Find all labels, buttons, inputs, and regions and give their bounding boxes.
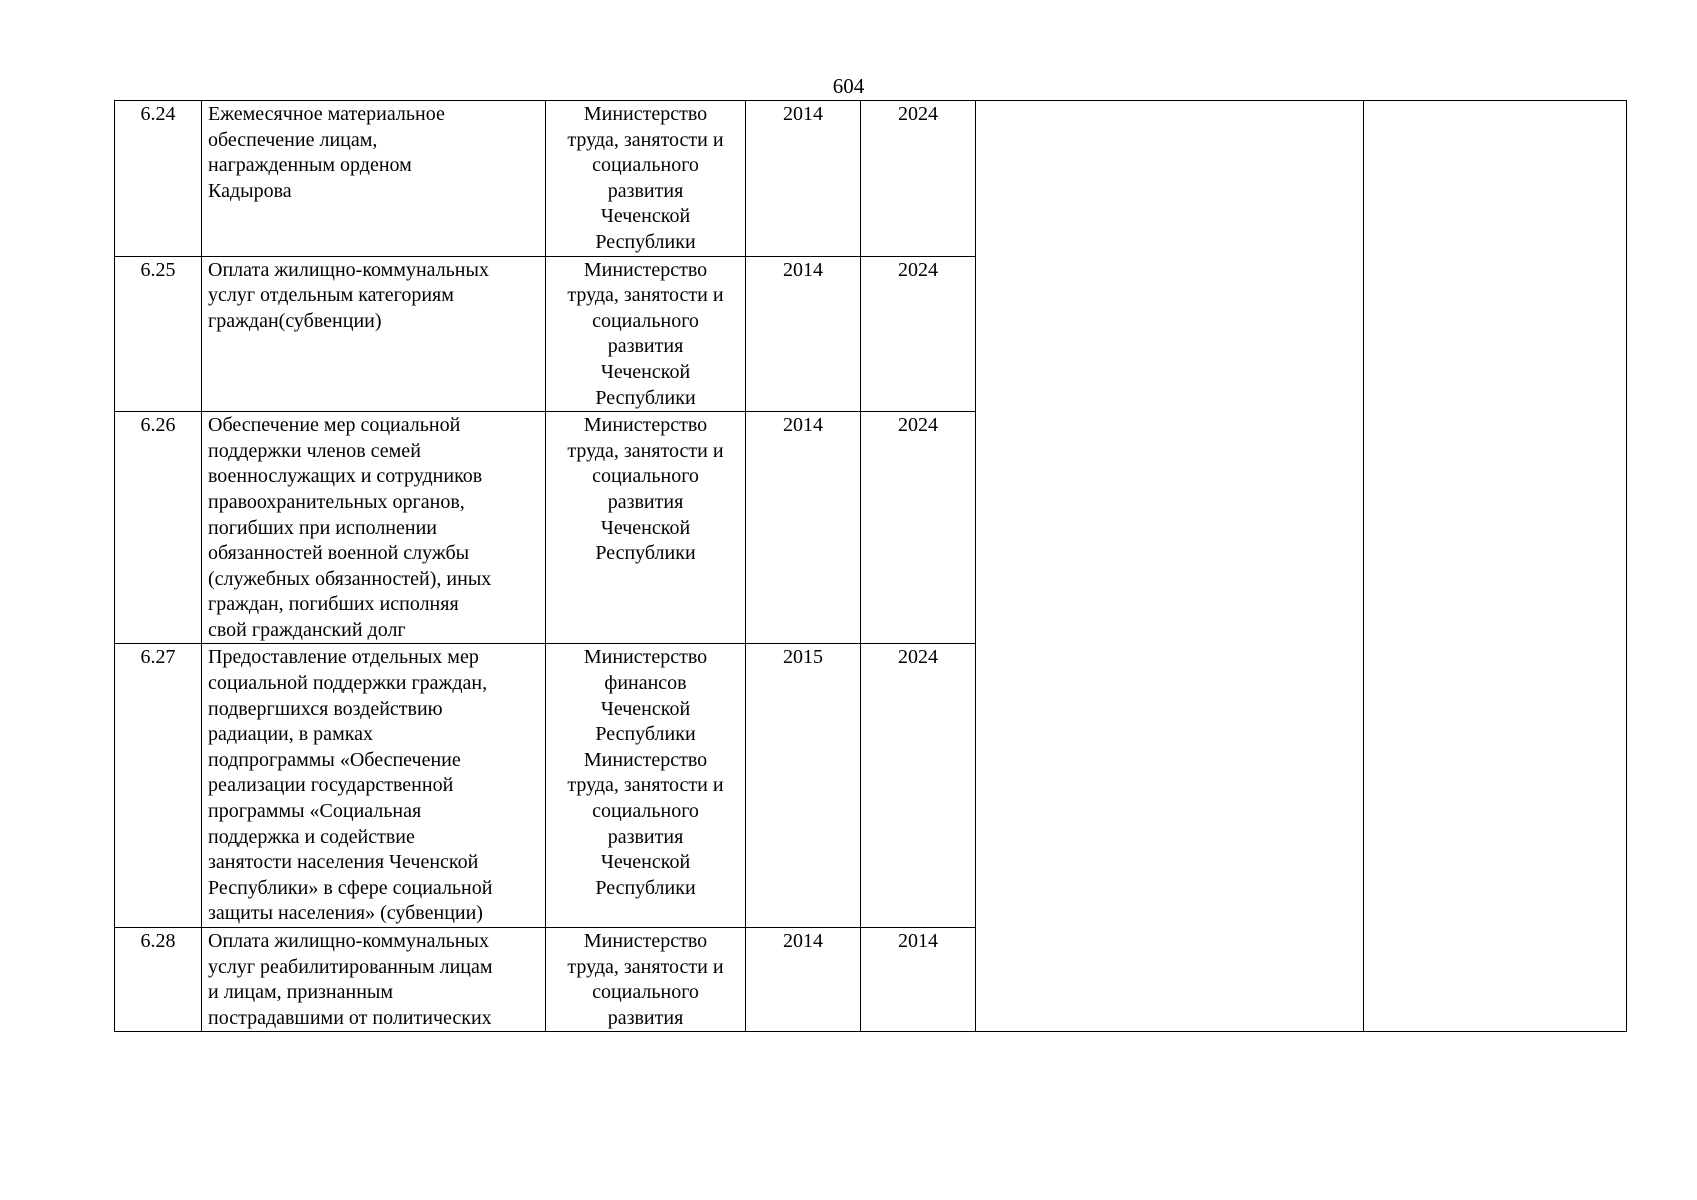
responsible-executor: Министерство труда, занятости и социального развития Чеченской Республики [546,101,746,257]
measure-name: Предоставление отдельных мер социальной поддержки граждан, подвергшихся воздействию радиации, в рамках подпрограммы «Обеспечение реализации государственной программы «Социальная поддержка и содействие занятости населения Чеченской Республики» в сфере социальной защиты населения» (субвенции) [202,644,546,928]
table-row [115,101,1627,257]
start-year: 2014 [746,412,861,644]
responsible-executor: Министерство труда, занятости и социального развития Чеченской Республики [546,412,746,644]
page-number: 604 [832,74,865,98]
responsible-executor: Министерство труда, занятости и социального развития Чеченской Республики [546,256,746,412]
end-year: 2024 [861,412,976,644]
row-number: 6.24 [115,101,202,257]
measure-name: Обеспечение мер социальной поддержки членов семей военнослужащих и сотрудников правоохранительных органов, погибших при исполнении обязанностей военной службы (служебных обязанностей), иных граждан, погибших исполняя свой гражданский долг [202,412,546,644]
end-year: 2024 [861,644,976,928]
row-number: 6.26 [115,412,202,644]
end-year: 2024 [861,256,976,412]
start-year: 2015 [746,644,861,928]
row-number: 6.28 [115,928,202,1032]
start-year: 2014 [746,928,861,1032]
start-year: 2014 [746,256,861,412]
end-year: 2014 [861,928,976,1032]
expected-result-cell [976,101,1364,1032]
responsible-executor: Министерство труда, занятости и социального развития [546,928,746,1032]
row-number: 6.25 [115,256,202,412]
indicator-link-cell [1364,101,1627,1032]
measure-name: Оплата жилищно-коммунальных услуг реабилитированным лицам и лицам, признанным пострадавшими от политических [202,928,546,1032]
start-year: 2014 [746,101,861,257]
program-measures-table [114,100,1627,1032]
end-year: 2024 [861,101,976,257]
measure-name: Ежемесячное материальное обеспечение лицам, награжденным орденом Кадырова [202,101,546,257]
row-number: 6.27 [115,644,202,928]
responsible-executor: Министерство финансов Чеченской Республики Министерство труда, занятости и социального развития Чеченской Республики [546,644,746,928]
measure-name: Оплата жилищно-коммунальных услуг отдельным категориям граждан(субвенции) [202,256,546,412]
